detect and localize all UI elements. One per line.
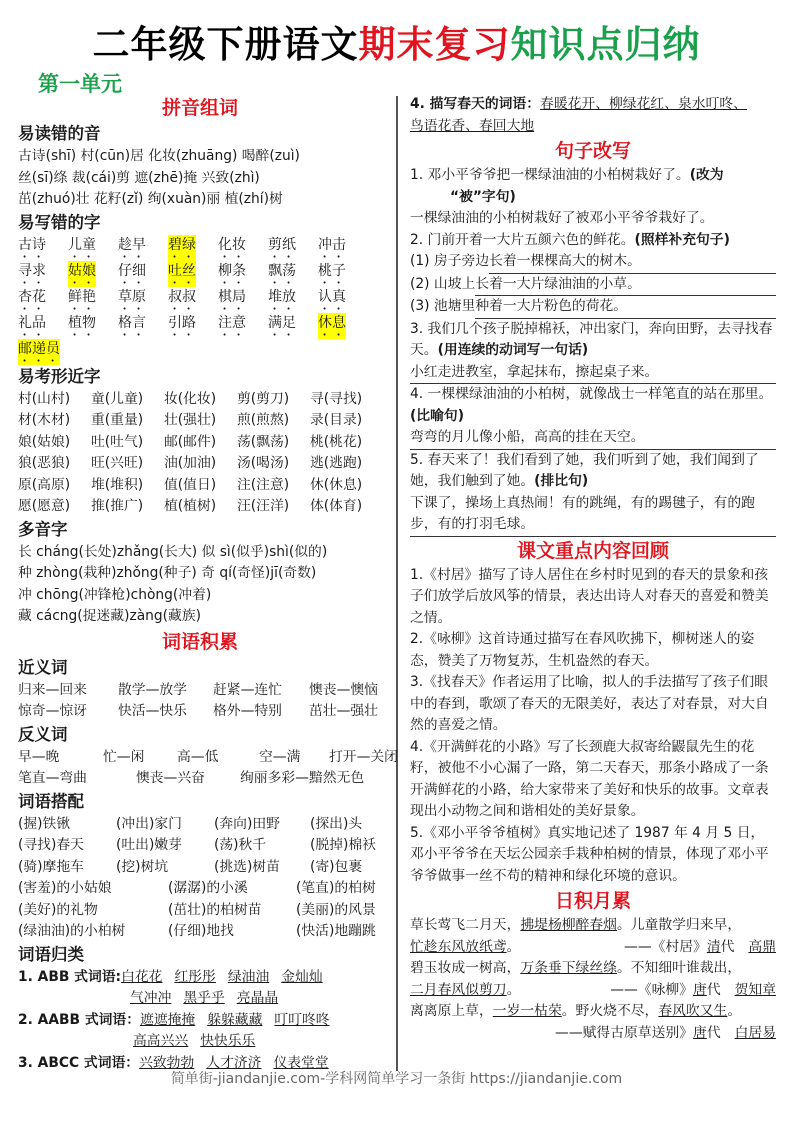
collocation: (潺潺)的小溪 [168, 880, 248, 896]
word: 金灿灿 [281, 968, 323, 985]
fill-in-line [410, 251, 776, 274]
word-text: 休息 [318, 313, 346, 339]
sentence-item-4: 4. 一棵棵绿油油的小柏树，就像战士一样笔直的站在那里。(比喻句) [410, 386, 773, 424]
title-part-red: 期末复习 [358, 23, 511, 66]
poem-source-line [410, 980, 776, 1002]
fill-in-line [410, 274, 776, 297]
section-title-review: 课文重点内容回顾 [516, 539, 669, 562]
similar-char-pair: 壮(强壮) [164, 412, 217, 428]
miswrite-grid [18, 235, 382, 365]
poem-dynasty: 唐 [693, 1024, 707, 1041]
miswrite-word [18, 235, 68, 261]
word-text: 棋局 [218, 288, 246, 305]
similar-char-pair: 体(体育) [310, 498, 363, 514]
collocation: (美丽)的风景 [296, 901, 376, 918]
miswrite-word [268, 287, 318, 313]
spacer [520, 937, 624, 959]
word: 绿油油 [227, 968, 270, 985]
similar-char-pair: 剪(剪刀) [237, 390, 290, 407]
poem-underlined: 一岁一枯荣 [492, 1003, 562, 1019]
similar-char-pair: 汪(汪洋) [237, 498, 290, 514]
review-item: 4.《开满鲜花的小路》写了长颈鹿大叔寄给鼹鼠先生的花籽，被他不小心漏了一路，第二天春天，那条小路成了一条开满鲜花的小路，给大家带来了美好和快乐的故事。文章表现出小动物之间和谐相处的美好景象。 [410, 738, 769, 819]
classification-list [18, 967, 382, 1075]
antonym-pair: 高—低 [177, 748, 219, 765]
spacer [520, 980, 610, 1002]
miswrite-word [318, 235, 368, 261]
classification-words [140, 1012, 342, 1028]
miswrite-word [168, 261, 218, 287]
similar-char-pair: 村(山村) [18, 390, 71, 407]
word-text: 碧绿 [168, 235, 196, 261]
miswrite-word [268, 235, 318, 261]
polyphone-line: 长 cháng(长处)zhǎng(长大) 似 sì(似乎)shì(似的) [18, 543, 328, 560]
collocation: (奔向)田野 [214, 815, 280, 832]
miswrite-word [118, 287, 168, 313]
poem-source: ——《咏柳》 [610, 981, 694, 998]
section-title-sentences: 句子改写 [554, 140, 631, 162]
poem-underlined: 万条垂下绿丝绦 [520, 960, 617, 976]
miswrite-word [218, 261, 268, 287]
misread-line: 丝(sī)绦 裁(cái)剪 遮(zhē)掩 兴致(zhì) [18, 169, 260, 186]
word: 兴致勃勃 [139, 1054, 195, 1071]
similar-char-pair: 材(木材) [18, 412, 71, 428]
classification-words [121, 969, 335, 985]
poem-text: 离离原上草， [410, 1003, 493, 1019]
word-text: 草原 [118, 288, 146, 305]
poem-dynasty: 清 [706, 938, 721, 955]
title-part-green: 知识点归纳 [510, 23, 701, 66]
miswrite-word [68, 287, 118, 313]
poem-underlined: 二月春风似剪刀 [410, 981, 507, 998]
word-text: 注意 [218, 314, 246, 331]
left-column [18, 94, 398, 1074]
miswrite-word [68, 235, 118, 261]
poem-source: ——赋得古原草送别》 [555, 1024, 694, 1041]
poem-text: 。不知细叶谁裁出， [616, 960, 742, 976]
similar-char-pair: 休(休息) [310, 476, 363, 493]
misread-line: 茁(zhuó)壮 花籽(zǐ) 绚(xuàn)丽 植(zhí)树 [18, 191, 283, 207]
sentence-answer: 小红走进教室，拿起抹布，擦起桌子来。 [410, 362, 776, 385]
poem-author: 白居易 [734, 1024, 776, 1041]
word-text: 趁早 [118, 236, 146, 253]
miswrite-word [318, 287, 368, 313]
poem-author: 高鼎 [748, 938, 776, 955]
word: 人才济济 [206, 1054, 262, 1071]
collocation: (挖)树坑 [116, 858, 169, 875]
poem-text: 。 [506, 981, 521, 998]
antonym-pair: 打开—关闭 [329, 748, 398, 765]
collocation: (快活)地蹦跳 [296, 923, 376, 939]
subheading-classification: 词语归类 [18, 944, 84, 964]
word-text: 桃子 [318, 262, 346, 279]
fill-prefix: (3) 池塘里 [410, 298, 476, 314]
fill-in-list [410, 251, 776, 319]
collocation: (荡)秋千 [214, 837, 267, 853]
similar-char-pair: 重(重量) [91, 412, 144, 428]
fill-answer: 长着一棵棵高大的树木。 [489, 251, 776, 274]
miswrite-word [218, 235, 268, 261]
similar-char-pair: 原(高原) [18, 476, 71, 493]
miswrite-word [168, 235, 218, 261]
unit-heading: 第一单元 [38, 72, 122, 96]
title-part-black: 二年级下册语文 [92, 23, 359, 66]
subheading-polyphones: 多音字 [18, 519, 68, 539]
similar-char-pair: 植(植树) [164, 498, 217, 514]
collocation: (冲出)家门 [116, 815, 182, 832]
similar-char-pair: 愿(愿意) [18, 498, 71, 514]
miswrite-word [18, 287, 68, 313]
spacer [410, 1023, 555, 1045]
similar-char-pair: 推(推广) [91, 498, 144, 514]
word-text: 格言 [118, 314, 146, 331]
collocation: (美好)的礼物 [18, 901, 98, 918]
miswrite-word [18, 339, 118, 365]
collocations-grid [18, 814, 382, 879]
poem-line [410, 915, 776, 937]
classification-item [18, 1010, 382, 1032]
similar-char-pair: 录(目录) [310, 412, 363, 428]
similar-char-pair: 注(注意) [237, 476, 290, 493]
synonym-pair: 茁壮—强壮 [309, 703, 378, 719]
sentence-answer: 弯弯的月儿像小船，高高的挂在天空。 [410, 427, 776, 450]
review-item: 1.《村居》描写了诗人居住在乡村时见到的春天的景象和孩子们放学后放风筝的情景，表达出诗人对春天的喜爱和赞美之情。 [410, 566, 769, 626]
poem-text: 。 [727, 1003, 742, 1019]
poem-source-line [410, 937, 776, 959]
fill-answer: 长着一大片绿油油的小草。 [475, 274, 776, 297]
miswrite-word [118, 261, 168, 287]
word: 快快乐乐 [200, 1033, 256, 1049]
miswrite-word [68, 261, 118, 287]
antonym-pair: 绚丽多彩—黯然无色 [240, 770, 365, 786]
synonym-pair: 赶紧—连忙 [213, 681, 282, 698]
miswrite-word [318, 313, 368, 339]
miswrite-word [118, 235, 168, 261]
word-text: 剪纸 [268, 236, 296, 253]
miswrite-word [268, 313, 318, 339]
classification-label: 2. AABB 式词语： [18, 1011, 141, 1028]
antonym-pair: 笔直—弯曲 [18, 770, 87, 786]
footer-watermark: 简单街-jiandanjie.com-学科网简单学习一条街 https://jiandanjie.com [170, 1071, 623, 1087]
polyphone-line: 冲 chōng(冲锋枪)chòng(冲着) [18, 586, 212, 603]
synonyms-grid [18, 680, 382, 723]
misread-line: 古诗(shī) 村(cūn)居 化妆(zhuāng) 喝醉(zuì) [18, 148, 300, 164]
poem-list [410, 915, 776, 1044]
word: 红彤彤 [174, 968, 216, 985]
word: 白花花 [121, 968, 163, 985]
miswrite-word [168, 287, 218, 313]
sentence-answer: 下课了，操场上真热闹！有的跳绳，有的踢毽子，有的跑步，有的打羽毛球。 [410, 493, 776, 537]
poem-source: ——《村居》 [624, 938, 707, 955]
review-item: 3.《找春天》作者运用了比喻，拟人的手法描写了孩子们眼中的春到，歌颂了春天的无限美好，表达了对春景，对大自然的喜爱之情。 [410, 674, 769, 733]
classification-words [133, 1033, 267, 1049]
collocation: (寄)包裹 [310, 858, 363, 875]
subheading-synonyms: 近义词 [18, 657, 68, 677]
review-item: 5.《邓小平爷爷植树》真实地记述了 1987 年 4 月 5 日，邓小平爷爷在天坛公园亲手栽种柏树的情景，体现了邓小平爷爷做事一丝不苟的精神和绿化环境的意识。 [410, 824, 769, 884]
similar-char-pair: 狼(恶狼) [18, 455, 71, 471]
word-text: 姑娘 [68, 261, 96, 287]
sentence-item-5: 5. 春天来了！我们看到了她，我们听到了她，我们闻到了她，我们触到了她。(排比句) [410, 451, 759, 489]
collocation: (挑选)树苗 [214, 858, 280, 875]
collocation: (仔细)地找 [168, 923, 234, 939]
similar-char-pair: 逃(逃跑) [310, 455, 363, 471]
similar-char-pair: 寻(寻找) [310, 390, 363, 407]
poem-source-line [410, 1023, 776, 1045]
word-text: 礼品 [18, 314, 46, 331]
poem-author: 贺知章 [734, 981, 776, 998]
classification-label: 1. ABB 式词语: [18, 968, 122, 985]
similar-char-pair: 童(儿童) [91, 390, 144, 407]
antonym-pair: 忙—闲 [103, 748, 145, 765]
word: 亮晶晶 [236, 990, 279, 1006]
column-divider [396, 96, 398, 1071]
miswrite-word [18, 313, 68, 339]
synonym-pair: 惊奇—惊讶 [18, 703, 87, 719]
classification-item-cont [18, 988, 382, 1010]
collocations-grid [18, 878, 382, 943]
word-text: 化妆 [218, 236, 246, 253]
word: 黑乎乎 [183, 990, 225, 1006]
page-title [0, 22, 793, 68]
antonym-pair: 懊丧—兴奋 [136, 770, 205, 786]
miswrite-word [118, 313, 168, 339]
similar-char-pair: 堆(堆积) [91, 476, 144, 493]
right-column [410, 94, 776, 1044]
antonym-pair: 早—晚 [18, 748, 60, 765]
word-text: 儿童 [68, 236, 96, 253]
similar-chars-grid [18, 389, 382, 518]
word-text: 认真 [318, 288, 346, 305]
word-text: 古诗 [18, 236, 46, 253]
subheading-misread: 易读错的音 [18, 124, 101, 143]
word: 气冲冲 [130, 990, 172, 1006]
fill-prefix: (1) 房子旁边 [410, 253, 490, 269]
review-item: 2.《咏柳》这首诗通过描写在春风吹拂下，柳树迷人的姿态，赞美了万物复苏，生机盎然的春天。 [410, 631, 755, 669]
word-text: 引路 [168, 314, 196, 331]
poem-dynasty-suffix: 代 [720, 938, 735, 955]
word-text: 叔叔 [168, 288, 196, 305]
word-text: 仔细 [118, 262, 146, 279]
poem-line [410, 1001, 776, 1023]
word: 高高兴兴 [133, 1033, 189, 1049]
similar-char-pair: 邮(邮件) [164, 433, 217, 450]
poem-underlined: 忙趁东风放纸鸢 [410, 938, 507, 955]
similar-char-pair: 油(加油) [164, 455, 217, 471]
synonym-pair: 归来—回来 [18, 681, 87, 698]
word-text: 柳条 [218, 262, 246, 279]
collocation: (骑)摩拖车 [18, 858, 84, 875]
subheading-similar-chars: 易考形近字 [18, 366, 101, 386]
word: 躲躲藏藏 [207, 1011, 263, 1028]
collocation: (寻找)春天 [18, 837, 84, 853]
miswrite-word [318, 261, 368, 287]
classification-words [130, 990, 290, 1006]
fill-answer: 种着一大片粉色的荷花。 [475, 296, 776, 319]
poem-underlined: 春风吹又生 [658, 1003, 728, 1019]
fill-prefix: (2) 山坡上 [410, 275, 476, 292]
poem-text: 。野火烧不尽， [561, 1003, 659, 1019]
collocation: (茁壮)的柏树苗 [168, 901, 262, 918]
polyphone-line: 藏 cácng(捉迷藏)zàng(藏族) [18, 608, 202, 624]
collocation: (绿油油)的小柏树 [18, 923, 126, 939]
collocation: (害羞)的小姑娘 [18, 880, 112, 896]
antonyms-row [18, 747, 398, 769]
subheading-miswrite: 易写错的字 [18, 212, 101, 232]
collocation: (笔直)的柏树 [296, 880, 376, 896]
word-text: 邮递员 [18, 339, 60, 365]
similar-char-pair: 吐(吐气) [91, 433, 144, 450]
classification-label: 3. ABCC 式词语： [18, 1054, 140, 1071]
miswrite-word [218, 313, 268, 339]
antonyms-row [18, 768, 382, 790]
similar-char-pair: 娘(姑娘) [18, 433, 71, 450]
poem-text: 碧玉妆成一树高， [410, 960, 521, 976]
word: 叮叮咚咚 [274, 1011, 330, 1028]
word-text: 吐丝 [168, 261, 196, 287]
spring-words: 4. 描写春天的词语：春暖花开、柳绿花红、泉水叮咚、 鸟语花香、春回大地 [410, 96, 747, 134]
poem-text: 。儿童散学归来早， [616, 917, 742, 933]
miswrite-word [68, 313, 118, 339]
similar-char-pair: 值(值日) [164, 476, 217, 493]
poem-dynasty-suffix: 代 [706, 981, 721, 998]
section-title-vocab: 词语积累 [161, 630, 238, 653]
similar-char-pair: 旺(兴旺) [91, 455, 144, 471]
miswrite-word [168, 313, 218, 339]
classification-item [18, 967, 382, 989]
collocation: (脱掉)棉袄 [310, 837, 376, 853]
word-text: 满足 [268, 314, 296, 331]
section-title-accumulate: 日积月累 [554, 890, 631, 912]
word-text: 堆放 [268, 288, 296, 305]
poem-dynasty-suffix: 代 [706, 1024, 721, 1041]
word-text: 鲜艳 [68, 288, 96, 305]
word-text: 寻求 [18, 262, 46, 279]
synonym-pair: 快活—快乐 [118, 703, 187, 719]
miswrite-word [18, 261, 68, 287]
similar-char-pair: 桃(桃花) [310, 433, 363, 450]
synonym-pair: 格外—特别 [213, 703, 282, 719]
poem-text: 草长莺飞二月天， [410, 917, 521, 933]
classification-item-cont [18, 1031, 382, 1053]
similar-char-pair: 煎(煎熬) [237, 412, 290, 428]
word-text: 杏花 [18, 288, 46, 305]
collocation: (探出)头 [310, 815, 363, 832]
sentence-item-2: 2. 门前开着一大片五颜六色的鲜花。(照样补充句子) [410, 231, 730, 248]
word: 仪表堂堂 [273, 1054, 329, 1071]
sentence-item-1: 1. 邓小平爷爷把一棵绿油油的小柏树栽好了。(改为 “被”字句) [410, 167, 724, 205]
polyphone-line: 种 zhòng(栽种)zhǒng(种子) 奇 qí(奇怪)jī(奇数) [18, 565, 317, 581]
sentence-answer: 一棵绿油油的小柏树栽好了被邓小平爷爷栽好了。 [410, 210, 714, 226]
word-text: 冲击 [318, 236, 346, 253]
similar-char-pair: 汤(喝汤) [237, 455, 290, 471]
fill-in-line [410, 296, 776, 319]
similar-char-pair: 荡(飘荡) [237, 433, 290, 450]
poem-underlined: 拂堤杨柳醉春烟 [520, 917, 617, 933]
sentence-item-3: 3. 我们几个孩子脱掉棉袄，冲出家门，奔向田野，去寻找春天。(用连续的动词写一句话) [410, 320, 773, 358]
word: 遮遮掩掩 [140, 1011, 196, 1028]
synonym-pair: 散学—放学 [118, 681, 187, 698]
antonym-pair: 空—满 [259, 748, 301, 765]
synonym-pair: 懊丧—懊恼 [309, 681, 378, 698]
word-text: 植物 [68, 314, 96, 331]
miswrite-word [268, 261, 318, 287]
miswrite-word [218, 287, 268, 313]
subheading-collocations: 词语搭配 [18, 791, 84, 811]
collocation: (吐出)嫩芽 [116, 837, 182, 853]
collocation: (握)铁锹 [18, 815, 71, 832]
section-title-pinyin: 拼音组词 [161, 97, 238, 119]
similar-char-pair: 妆(化妆) [164, 390, 217, 407]
word-text: 飘荡 [268, 262, 296, 279]
poem-line [410, 958, 776, 980]
subheading-antonyms: 反义词 [18, 724, 68, 744]
poem-dynasty: 唐 [693, 981, 707, 998]
poem-text: 。 [506, 938, 521, 955]
